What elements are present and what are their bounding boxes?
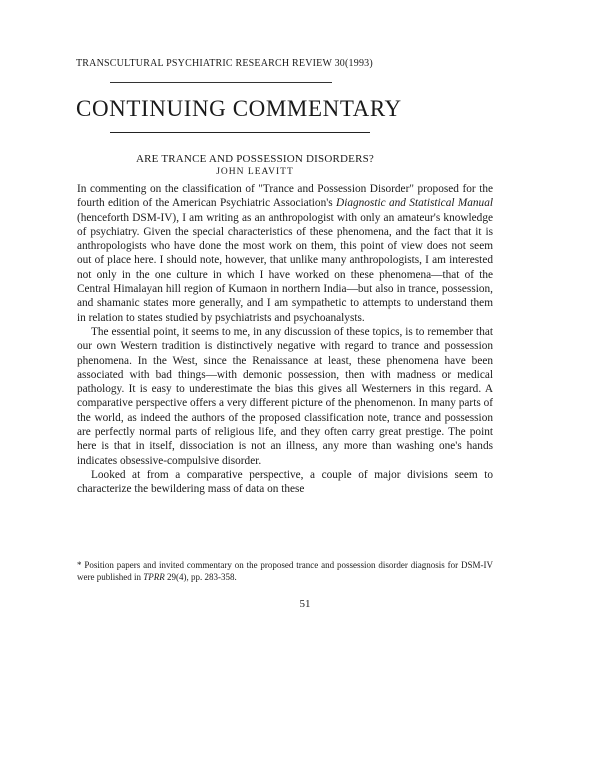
paragraph-2: The essential point, it seems to me, in any discussion of these topics, is to remember that our own Western tradition is distinctively negative with regard to trance and possession phenomena. In the West, since the Renaissance at least, these phenomena have been associated with bad things—with demonic possession, then with madness or medical pathology. It is easy to underestimate the bias this gives all Westerners in this regard. A comparative perspective offers a very different picture of the phenomenon. In many parts of the world, as indeed the authors of the proposed classification note, trance and possession are perfectly normal parts of religious life, and they often carry great prestige. The point here is that in itself, dissociation is not an illness, any more than washing one's hands indicates obsessive-compulsive disorder. <box>77 325 493 467</box>
section-title: CONTINUING COMMENTARY <box>76 96 402 121</box>
manual-title: Diagnostic and Statistical Manual <box>336 197 493 210</box>
paragraph-1 <box>77 182 493 325</box>
article-title: ARE TRANCE AND POSSESSION DISORDERS? <box>135 153 375 165</box>
article-author: JOHN LEAVITT <box>216 167 294 177</box>
paragraph-1-text-start: In commenting on the classification of "Trance and Possession Disorder" proposed for the fourth edition of the American Psychiatric Association's <box>77 183 493 210</box>
paragraph-3: Looked at from a comparative perspective, a couple of major divisions seem to characterize the bewildering mass of data on these <box>77 468 493 496</box>
page-number: 51 <box>299 598 311 610</box>
footnote-text-end: 29(4), pp. 283-358. <box>164 571 237 582</box>
paragraph-1-text-end: (henceforth DSM-IV), I am writing as an anthropologist with only an amateur's knowledge of psychiatry. Given the special characteristics of these phenomena, and the fact that it is anthropologists who have done the most work on them, this point of view does not seem out of place here. I should note, however, that unlike many anthropologists, I am interested not only in the one culture in which I have worked on these phenomena—that of the Central Himalayan hill region of Kumaon in northern India—but also in trance, possession, and shamanic states more generally, and I am sympathetic to attempts to understand them in relation to states studied by psychiatrists and psychoanalysts. <box>77 211 493 324</box>
footnote-text-start: Position papers and invited commentary on the proposed trance and possession disorder diagnosis for DSM-IV were published in <box>77 560 493 582</box>
header-rule <box>110 82 332 83</box>
footnote-marker: * <box>77 560 82 570</box>
title-rule <box>110 132 370 133</box>
footnote <box>77 560 493 583</box>
article-body <box>77 182 493 497</box>
running-head: TRANSCULTURAL PSYCHIATRIC RESEARCH REVIEW 30(1993) <box>76 58 373 69</box>
journal-abbreviation: TPRR <box>143 571 165 582</box>
